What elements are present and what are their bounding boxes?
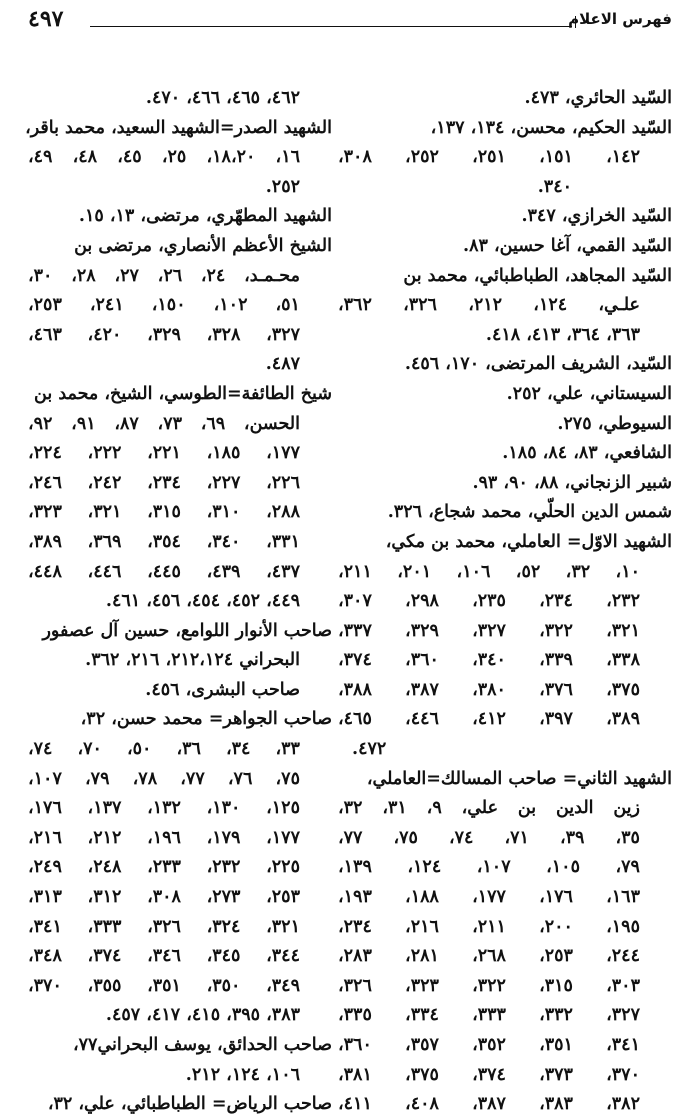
index-entry-continuation: ٣٤١، ٣٥١، ٣٥٢، ٣٥٧، ٣٦٠، (338, 1035, 640, 1055)
index-entry-continuation: ٢٥٣، ٢٧٣، ٣٠٨، ٣١٢، ٣١٣، (28, 887, 300, 908)
header-rule (90, 26, 572, 27)
index-entry-continuation: ٣٧٥، ٣٧٦، ٣٨٠، ٣٨٧، ٣٨٨، (338, 679, 640, 700)
index-entry-continuation: ٣٣٨، ٣٣٩، ٣٤٠، ٣٦٠، ٣٧٤، (338, 650, 640, 671)
index-entry-continuation: ٣٣١، ٣٤٠، ٣٥٤، ٣٦٩، ٣٨٩، (28, 531, 300, 552)
index-entry: السّيد الحائري، ٤٧٣. (524, 88, 672, 108)
index-entry-continuation: ٣٢١، ٣٢٢، ٣٢٧، ٣٢٩، ٣٣٧، (338, 620, 640, 641)
index-entry: السيستاني، علي، ٢٥٢. (506, 383, 672, 404)
index-entry-continuation: ٣٥، ٣٩، ٧١، ٧٤، ٧٥، ٧٧، (338, 827, 640, 848)
index-entry-continuation: ٣٦٣، ٣٦٤، ٤١٣، ٤١٨. (485, 324, 640, 345)
index-entry: السّيد المجاهد، الطباطبائي، محمد بن (403, 265, 672, 286)
index-entry: الشيخ الأعظم الأنصاري، مرتضى بن (74, 235, 332, 256)
index-entry: السّيد الحكيم، محسن، ١٣٤، ١٣٧، (430, 117, 672, 138)
page-number: ٤٩٧ (28, 6, 64, 32)
index-entry-continuation: ٤٦٢، ٤٦٥، ٤٦٦، ٤٧٠. (145, 88, 300, 108)
index-entry-continuation: ٣٢٧، ٣٢٨، ٣٢٩، ٤٢٠، ٤٦٣، (28, 324, 300, 345)
index-entry-continuation: ٣٤٤، ٣٤٥، ٣٤٦، ٣٧٤، ٣٤٨، (28, 946, 300, 967)
index-entry-continuation: البحراني ٢١٢،١٢٤، ٢١٦، ٣٦٢. (85, 650, 300, 671)
index-entry-continuation: ١٢٥، ١٣٠، ١٣٢، ١٣٧، ١٧٦، (28, 798, 300, 819)
index-entry-continuation: ٤٤٩، ٤٥٢، ٤٥٤، ٤٥٦، ٤٦١. (105, 591, 300, 612)
index-entry-continuation: ٣٢١، ٣٢٤، ٣٢٦، ٣٣٣، ٣٤١، (28, 916, 300, 937)
index-entry: الشافعي، ٨٣، ٨٤، ١٨٥. (502, 443, 672, 464)
index-entry-continuation: محـمـد، ٢٤، ٢٦، ٢٧، ٢٨، ٣٠، (28, 265, 300, 286)
index-entry: شيخ الطائفة=الطوسي، الشيخ، محمد بن (34, 383, 332, 404)
index-entry-continuation: ٢٥٢. (265, 176, 300, 197)
index-entry: السّيد الخرازي، ٣٤٧. (521, 206, 672, 227)
index-entry-continuation: ٥١، ١٠٢، ١٥٠، ٢٤١، ٢٥٣، (28, 295, 300, 316)
index-entry-continuation: ٢٤٤، ٢٥٣، ٢٦٨، ٢٨١، ٢٨٣، (338, 946, 640, 967)
index-entry: صاحب الحدائق، يوسف البحراني٧٧، (72, 1035, 332, 1055)
index-entry-continuation: ١٦٣، ١٧٦، ١٧٧، ١٨٨، ١٩٣، (338, 887, 640, 908)
index-entry: السّيد القمي، آغا حسين، ٨٣. (463, 235, 672, 256)
index-entry-continuation: ٣٤٠. (537, 176, 572, 197)
index-entry-continuation: ٧٥، ٧٦، ٧٧، ٧٨، ٧٩، ١٠٧، (28, 768, 300, 789)
index-entry-continuation: ١٧٧، ١٧٩، ١٩٦، ٢١٢، ٢١٦، (28, 827, 300, 848)
header-rule-tick (575, 16, 576, 28)
index-entry-continuation: زين الدين بن علي، ٩، ٣١، ٣٢، (338, 798, 641, 819)
index-entry: السّيد، الشريف المرتضى، ١٧٠، ٤٥٦. (404, 354, 672, 375)
section-title: فهرس الاعلام (568, 10, 672, 28)
index-entry: صاحب الرياض= الطباطبائي، علي، ٣٢، (47, 1094, 332, 1115)
index-entry: الشهيد الثاني= صاحب المسالك=العاملي، (366, 768, 672, 789)
index-entry-continuation: ٤٣٧، ٤٣٩، ٤٤٥، ٤٤٦، ٤٤٨، (28, 561, 300, 582)
index-entry: صاحب الأنوار اللوامع، حسين آل عصفور (42, 620, 332, 641)
index-entry-continuation: ٣٤٩، ٣٥٠، ٣٥١، ٣٥٥، ٣٧٠، (28, 975, 300, 996)
index-entry-continuation: الحسن، ٦٩، ٧٣، ٨٧، ٩١، ٩٢، (28, 413, 301, 434)
index-entry-continuation: ١٤٢، ١٥١، ٢٥١، ٢٥٢، ٣٠٨، (338, 147, 640, 168)
index-entry: شمس الدين الحلّي، محمد شجاع، ٣٢٦. (387, 502, 672, 523)
index-entry: صاحب الجواهر= محمد حسن، ٣٢، (80, 709, 332, 730)
index-entry: السيوطي، ٢٧٥. (557, 413, 672, 434)
index-entry-continuation: ٣٢٧، ٣٣٢، ٣٣٣، ٣٣٤، ٣٣٥، (338, 1005, 640, 1026)
index-entry-continuation: ٤٨٧. (265, 354, 300, 375)
index-column-left (25, 84, 332, 1120)
index-entry-continuation: ٢٣٢، ٢٣٤، ٢٣٥، ٢٩٨، ٣٠٧، (338, 591, 640, 612)
index-entry-continuation: ٣٠٣، ٣١٥، ٣٢٢، ٣٢٣، ٣٢٦، (338, 975, 640, 996)
index-entry-continuation: ٧٩، ١٠٥، ١٠٧، ١٢٤، ١٣٩، (338, 857, 640, 878)
index-entry-continuation: ٣٨٩، ٣٩٧، ٤١٢، ٤٤٦، ٤٦٥، (338, 709, 640, 730)
index-entry-continuation: ٢٢٥، ٢٣٢، ٢٣٣، ٢٤٨، ٢٤٩، (28, 857, 300, 878)
index-entry: الشهيد المطهّري، مرتضى، ١٣، ١٥. (78, 206, 332, 227)
index-entry: الشهيد الاوّل= العاملي، محمد بن مكي، (385, 531, 672, 552)
index-entry: شبير الزنجاني، ٨٨، ٩٠، ٩٣. (472, 472, 672, 493)
index-entry-continuation: ٣٨٢، ٣٨٣، ٣٨٧، ٤٠٨، ٤١١، (338, 1094, 640, 1115)
running-header (28, 6, 672, 36)
index-entry-continuation: ٣٨٣، ٣٩٥، ٤١٥، ٤١٧، ٤٥٧. (105, 1005, 300, 1026)
index-entry-continuation: ٢٨٨، ٣١٠، ٣١٥، ٣٢١، ٣٢٣، (28, 502, 300, 523)
index-entry-continuation: ٢٢٦، ٢٢٧، ٢٣٤، ٢٤٢، ٢٤٦، (28, 472, 300, 493)
index-column-right (338, 84, 672, 1120)
index-entry-continuation: ١٠، ٣٢، ٥٢، ١٠٦، ٢٠١، ٢١١، (338, 561, 641, 582)
index-entry-continuation: علـي، ١٢٤، ٢١٢، ٣٢٦، ٣٦٢، (338, 295, 640, 316)
index-entry-continuation: ٣٧٠، ٣٧٣، ٣٧٤، ٣٧٥، ٣٨١، (338, 1064, 640, 1085)
index-entry-continuation: صاحب البشرى، ٤٥٦. (145, 679, 300, 700)
index-entry: الشهيد الصدر=الشهيد السعيد، محمد باقر، (25, 117, 332, 138)
index-entry-continuation: ٣٣، ٣٤، ٣٦، ٥٠، ٧٠، ٧٤، (28, 739, 300, 760)
index-entry-continuation: ١٧٧، ١٨٥، ٢٢١، ٢٢٢، ٢٢٤، (28, 443, 300, 464)
index-entry-continuation: ١٠٦، ١٢٤، ٢١٢. (185, 1064, 300, 1085)
index-entry-continuation: ١٦، ١٨،٢٠، ٢٥، ٤٥، ٤٨، ٤٩، (28, 147, 301, 168)
index-entry-continuation: ١٩٥، ٢٠٠، ٢١١، ٢١٦، ٢٣٤، (338, 916, 640, 937)
index-entry-continuation: ٤٧٢. (352, 739, 387, 760)
